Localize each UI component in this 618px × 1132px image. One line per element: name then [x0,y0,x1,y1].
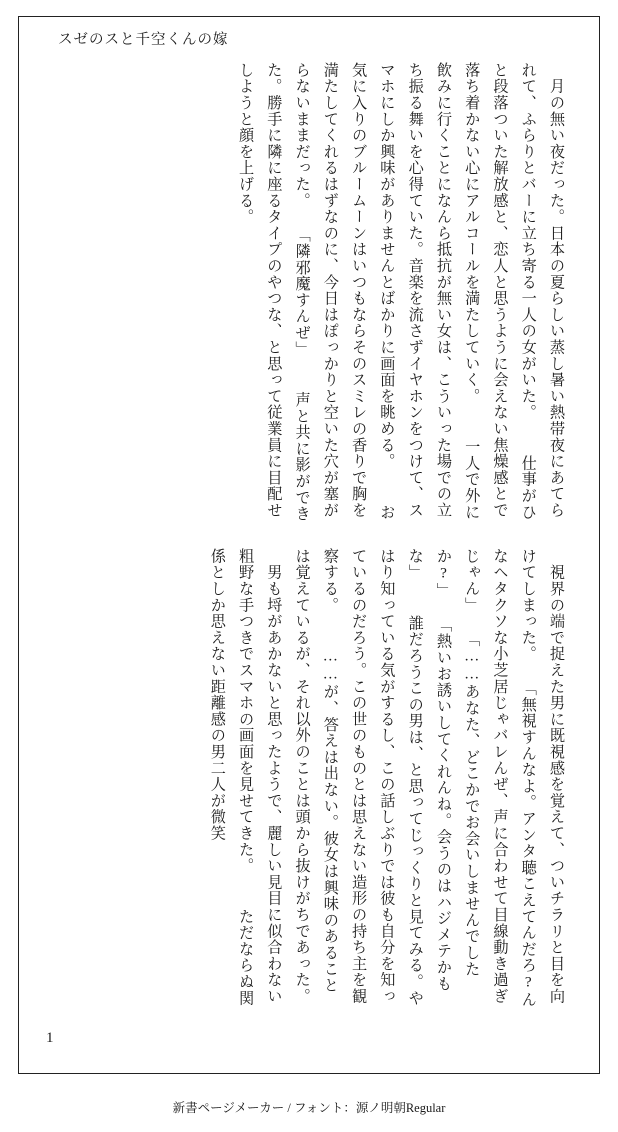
page-title: スゼのスと千空くんの嫁 [58,32,229,48]
body-text-upper-block: 月の無い夜だった。日本の夏らしい蒸し暑い熱帯夜にあてられて、ふらりとバーに立ち寄る一人の女がいた。 仕事がひと段落ついた解放感と、恋人と思うように会えない焦燥感とで落ち着かない心にアルコールを満たしていく。 一人で外に飲みに行くことになんら抵抗が無い女は、こういった場での立ち振る舞いを心得ていた。音楽を流さずイヤホンをつけて、スマホにしか興味がありませんとばかりに画面を眺める。 お気に入りのブルームーンはいつもならそのスミレの香りで胸を満たしてくれるはずなのに、今日はぽっかりと空いた穴が塞がらないままだった。 「隣邪魔すんぜ」 声と共に影ができた。勝手に隣に座るタイプのやつな、と思って従業員に目配せしようと顔を上げる。 [237,62,565,522]
page-number: 1 [46,1030,54,1046]
body-text-lower-block: 視界の端で捉えた男に既視感を覚えて、ついチラリと目を向けてしまった。 「無視すんなよ。アンタ聴こえてんだろ?んなヘタクソな小芝居じゃバレんぜ、声に合わせて目線動き過ぎじゃん」 「……あなた、どこかでお会いしませんでしたか?」 「熱いお誘いしてくれんね。会うのはハジメテかもな」 誰だろうこの男は、と思ってじっくりと見てみる。やはり知っている気がするし、この話しぶりでは彼も自分を知っているのだろう。この世のものとは思えない造形の持ち主を観察する。 ……が、答えは出ない。彼女は興味のあることは覚えているが、それ以外のことは頭から抜けがちであった。 男も埒があかないと思ったようで、麗しい見目に似合わない粗野な手つきでスマホの画面を見せてきた。 ただならぬ関係としか思えない距離感の男二人が微笑 [208,548,565,1008]
footer-credit: 新書ページメーカー / フォント：源ノ明朝Regular [172,1101,446,1115]
